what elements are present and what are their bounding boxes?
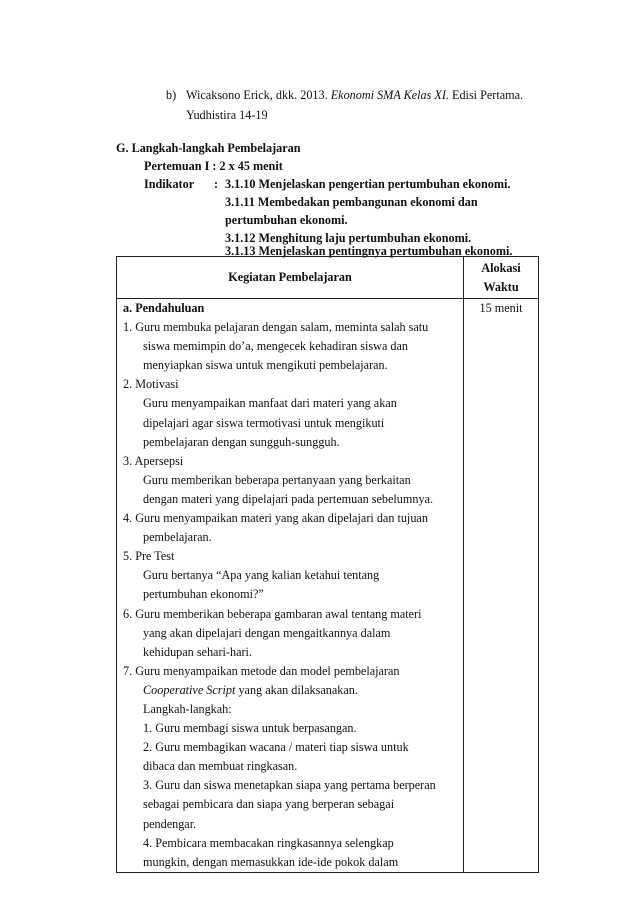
activity-line: menyiapkan siswa untuk mengikuti pembelajaran. — [143, 358, 388, 373]
activities-table — [116, 256, 539, 873]
table-header-row — [117, 257, 539, 299]
activity-line: 3. Apersepsi — [123, 453, 184, 468]
activity-line: 3. Guru dan siswa menetapkan siapa yang pertama berperan — [143, 778, 436, 793]
activity-line — [123, 681, 459, 700]
indicator-2: 3.1.11 Membedakan pembangunan ekonomi dan — [225, 195, 478, 209]
activity-line: 6. Guru memberikan beberapa gambaran awal tentang materi — [123, 606, 422, 621]
header-time — [464, 257, 539, 299]
indicator-3: 3.1.12 Menghitung laju pertumbuhan ekonomi. — [225, 231, 472, 245]
activity-line: 2. Motivasi — [123, 377, 179, 392]
activity-line: 7. Guru menyampaikan metode dan model pembelajaran — [123, 663, 400, 678]
reference-marker: b) — [166, 88, 177, 102]
activity-line: 1. Guru membuka pelajaran dengan salam, meminta salah satu — [123, 320, 429, 335]
activity-line: dengan materi yang dipelajari pada pertemuan sebelumnya. — [143, 491, 434, 506]
meeting-line: Pertemuan I : 2 x 45 menit — [144, 159, 283, 173]
activity-line: pendengar. — [143, 816, 197, 831]
table-body-row — [117, 299, 539, 873]
activity-line: Guru bertanya “Apa yang kalian ketahui tentang — [143, 568, 380, 583]
activity-line: a. Pendahuluan — [123, 301, 205, 315]
activity-line: yang akan dipelajari dengan mengaitkannya dalam — [143, 625, 391, 640]
indicator-separator: : — [214, 177, 219, 191]
activity-line: Langkah-langkah: — [143, 701, 232, 716]
activity-line: siswa memimpin do’a, mengecek kehadiran siswa dan — [143, 339, 409, 354]
activity-line: pembelajaran. — [143, 530, 212, 545]
activity-line: 4. Guru menyampaikan materi yang akan dipelajari dan tujuan — [123, 511, 428, 526]
activity-line: pertumbuhan ekonomi?” — [143, 587, 264, 602]
activity-line: sebagai pembicara dan siapa yang berperan sebagai — [143, 797, 395, 812]
activity-line: 5. Pre Test — [123, 549, 175, 564]
header-time-line-2: Waktu — [483, 279, 519, 294]
activity-line: 2. Guru membagikan wacana / materi tiap siswa untuk — [143, 740, 409, 755]
activity-line: 4. Pembicara membacakan ringkasannya selengkap — [143, 835, 394, 850]
time-value: 15 menit — [479, 301, 523, 315]
reference-author: Wicaksono Erick, dkk. 2013. — [186, 88, 328, 102]
header-time-line-1: Alokasi — [481, 260, 521, 275]
activity-line: mungkin, dengan memasukkan ide-ide pokok dalam — [143, 854, 399, 869]
indicator-2-cont: pertumbuhan ekonomi. — [225, 213, 348, 227]
activity-line: 1. Guru membagi siswa untuk berpasangan. — [143, 721, 357, 736]
header-activity: Kegiatan Pembelajaran — [117, 257, 464, 299]
model-suffix: yang akan dilaksanakan. — [238, 682, 358, 697]
reference-line-1 — [186, 88, 523, 103]
activity-line: Guru menyampaikan manfaat dari materi yang akan — [143, 396, 397, 411]
activity-line: Guru memberikan beberapa pertanyaan yang berkaitan — [143, 472, 411, 487]
reference-edition: Edisi Pertama. — [452, 88, 524, 102]
indicator-label: Indikator — [144, 177, 195, 191]
reference-title: Ekonomi SMA Kelas XI. — [330, 88, 449, 102]
indicator-1: 3.1.10 Menjelaskan pengertian pertumbuhan ekonomi. — [225, 177, 511, 191]
activity-line: dibaca dan membuat ringkasan. — [143, 759, 298, 774]
activity-line: dipelajari agar siswa termotivasi untuk mengikuti — [143, 415, 385, 430]
time-cell — [464, 299, 539, 873]
section-heading: G. Langkah-langkah Pembelajaran — [116, 141, 301, 155]
indicator-4: 3.1.13 Menjelaskan pentingnya pertumbuhan ekonomi. — [225, 244, 513, 258]
model-name: Cooperative Script — [143, 682, 236, 697]
activity-line: pembelajaran dengan sungguh-sungguh. — [143, 434, 340, 449]
reference-line-2: Yudhistira 14-19 — [186, 108, 268, 122]
activity-line: kehidupan sehari-hari. — [143, 644, 252, 659]
activity-cell — [117, 299, 464, 873]
